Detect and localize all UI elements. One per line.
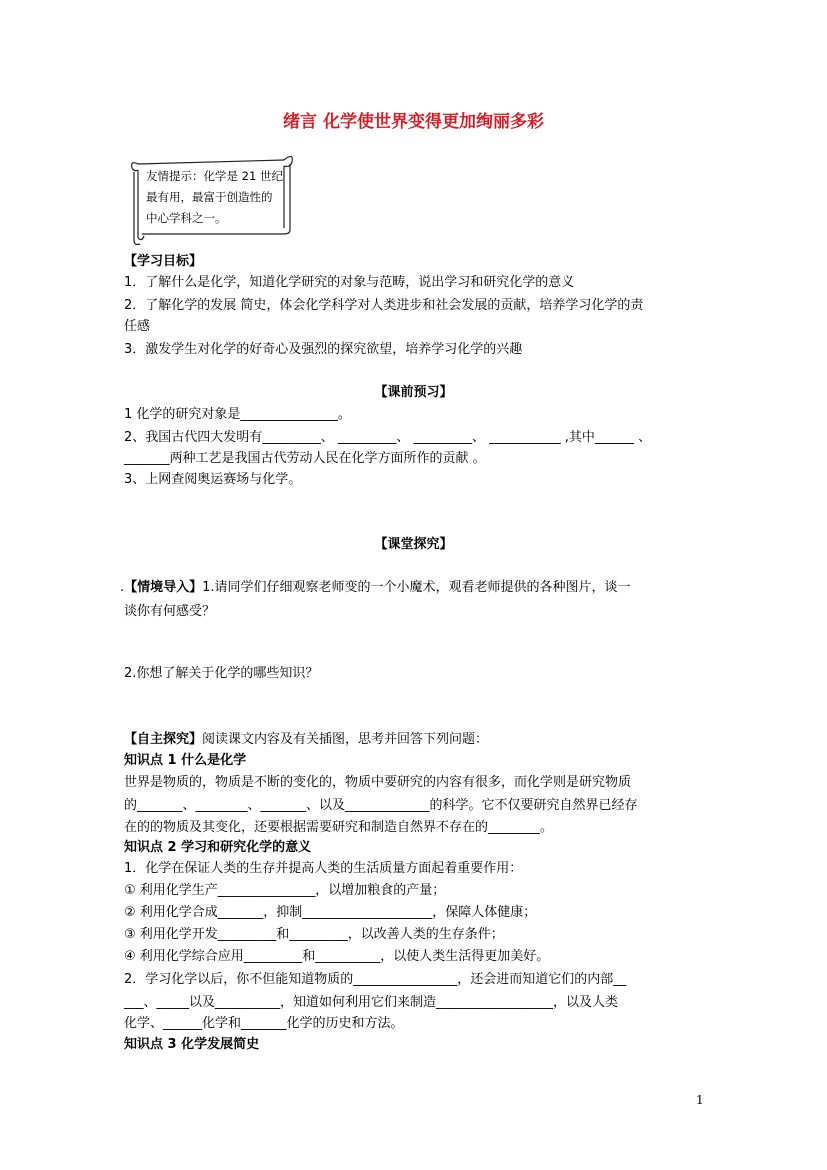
objective-item-2: 2．了解化学的发展 简史，体会化学科学对人类进步和社会发展的贡献，培养学习化学的责 [124,298,644,313]
preview-heading: 【课前预习】 [374,385,453,400]
kp2-line-1: 1．化学在保证人类的生存并提高人类的生活质量方面起着重要作用： [124,861,523,876]
tip-line-1: 友情提示：化学是 21 世纪 [146,169,283,183]
kp1-line-3: 在的的物质及其变化，还要根据需要研究和制造自然界不存在的________。 [124,820,554,835]
kp2-line-3: ② 利用化学合成_______，抑制____________________，保障人体健康； [124,905,537,920]
kp2-line-2: ① 利用化学生产_______________，以增加粮食的产量； [124,883,446,898]
preview-q2-cont: _______两种工艺是我国古代劳动人民在化学方面所作的贡献 。 [124,451,486,466]
question-2: 2.你想了解关于化学的哪些知识？ [124,666,319,681]
objective-item-1: 1．了解什么是化学，知道化学研究的对象与范畴，说出学习和研究化学的意义 [124,275,575,290]
intro-label: 【情境导入】 [124,580,203,595]
tip-line-2: 最有用，最富于创造性的 [146,190,273,204]
kp1-line-2: 的_______、________、_______、以及_____________的科学。它不仅要研究自然界已经存 [124,798,638,813]
tip-line-3: 中心学科之一。 [146,211,227,225]
objectives-heading: 【学习目标】 [124,254,203,269]
kp3-title: 知识点 3 化学发展简史 [124,1037,260,1052]
objective-item-3: 3．激发学生对化学的好奇心及强烈的探究欲望，培养学习化学的兴趣 [124,342,523,357]
self-explore-text: 阅读课文内容及有关插图，思考并回答下列问题： [202,732,489,747]
objective-item-2-cont: 任感 [124,319,151,334]
kp2-line-7: ___、_____以及__________，知道如何利用它们来制造__________________，以及人类 [124,995,619,1010]
kp1-title: 知识点 1 什么是化学 [124,753,247,768]
tip-scroll [124,150,300,246]
preview-q1: 1 化学的研究对象是_______________。 [124,407,351,422]
classroom-heading: 【课堂探究】 [374,537,453,552]
intro-dot: . [120,580,125,595]
preview-q2: 2、我国古代四大发明有_________、 _________、 _________、 ___________ ,其中______ 、 [124,430,652,445]
kp1-line-1: 世界是物质的，物质是不断的变化的，物质中要研究的内容有很多，而化学则是研究物质 [124,775,632,790]
self-explore-label: 【自主探究】 [124,732,203,747]
intro-text-cont: 谈你有何感受？ [124,604,216,619]
page-title: 绪言 化学使世界变得更加绚丽多彩 [283,112,544,132]
kp2-line-4: ③ 利用化学开发_________和_________，以改善人类的生存条件； [124,927,504,942]
kp2-line-8: 化学、______化学和_______化学的历史和方法。 [124,1016,404,1031]
preview-q3: 3、上网查阅奥运赛场与化学。 [124,472,302,487]
kp2-line-5: ④ 利用化学综合应用_________和__________，以使人类生活得更加美好。 [124,949,550,964]
page-number: 1 [696,1093,704,1107]
intro-paragraph [120,578,631,598]
intro-text: 1.请同学们仔细观察老师变的一个小魔术，观看老师提供的各种图片，谈一 [202,580,631,595]
self-explore-paragraph [124,730,488,750]
kp2-line-6: 2．学习化学以后，你不但能知道物质的________________，还会进而知道它们的内部__ [124,972,627,987]
kp2-title: 知识点 2 学习和研究化学的意义 [124,840,312,855]
